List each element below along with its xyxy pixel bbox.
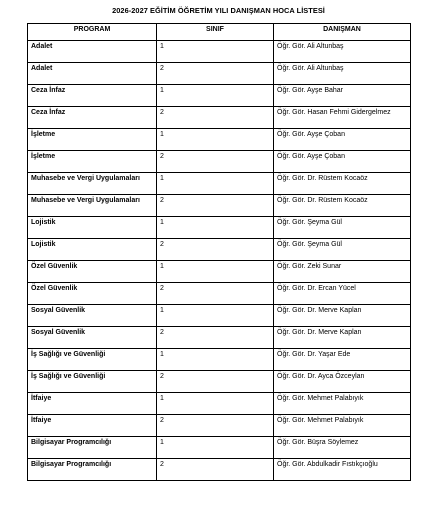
header-sinif: SINIF: [157, 24, 274, 41]
sinif-cell: 1: [157, 217, 274, 239]
table-row: [28, 217, 411, 239]
table-row: [28, 349, 411, 371]
program-cell: İtfaiye: [28, 415, 157, 437]
danisman-cell: Öğr. Gör. Mehmet Palabıyık: [274, 393, 411, 415]
program-cell: Ceza İnfaz: [28, 107, 157, 129]
table-row: [28, 41, 411, 63]
danisman-cell: Öğr. Gör. Dr. Rüstem Kocaöz: [274, 195, 411, 217]
table-row: [28, 107, 411, 129]
table-row: [28, 173, 411, 195]
danisman-cell: Öğr. Gör. Dr. Ercan Yücel: [274, 283, 411, 305]
program-cell: Muhasebe ve Vergi Uygulamaları: [28, 173, 157, 195]
table-header-row: [28, 24, 411, 41]
sinif-cell: 2: [157, 415, 274, 437]
sinif-cell: 2: [157, 283, 274, 305]
table-row: [28, 195, 411, 217]
danisman-cell: Öğr. Gör. Zeki Sunar: [274, 261, 411, 283]
table-row: [28, 371, 411, 393]
sinif-cell: 2: [157, 327, 274, 349]
danisman-cell: Öğr. Gör. Hasan Fehmi Gidergelmez: [274, 107, 411, 129]
sinif-cell: 1: [157, 393, 274, 415]
sinif-cell: 1: [157, 305, 274, 327]
table-row: [28, 151, 411, 173]
sinif-cell: 2: [157, 459, 274, 481]
program-cell: Muhasebe ve Vergi Uygulamaları: [28, 195, 157, 217]
program-cell: Bilgisayar Programcılığı: [28, 437, 157, 459]
danisman-cell: Öğr. Gör. Şeyma Gül: [274, 239, 411, 261]
table-row: [28, 393, 411, 415]
table-row: [28, 129, 411, 151]
program-cell: İşletme: [28, 151, 157, 173]
sinif-cell: 1: [157, 129, 274, 151]
program-cell: Bilgisayar Programcılığı: [28, 459, 157, 481]
danisman-cell: Öğr. Gör. Ayşe Çoban: [274, 129, 411, 151]
table-row: [28, 283, 411, 305]
sinif-cell: 2: [157, 195, 274, 217]
program-cell: Lojistik: [28, 239, 157, 261]
program-cell: Adalet: [28, 63, 157, 85]
header-program: PROGRAM: [28, 24, 157, 41]
sinif-cell: 1: [157, 349, 274, 371]
program-cell: Sosyal Güvenlik: [28, 305, 157, 327]
danisman-cell: Öğr. Gör. Dr. Merve Kaplan: [274, 327, 411, 349]
table-row: [28, 459, 411, 481]
sinif-cell: 2: [157, 63, 274, 85]
program-cell: İş Sağlığı ve Güvenliği: [28, 371, 157, 393]
danisman-cell: Öğr. Gör. Ali Altunbaş: [274, 41, 411, 63]
sinif-cell: 1: [157, 85, 274, 107]
table-row: [28, 261, 411, 283]
danisman-cell: Öğr. Gör. Dr. Ayca Özceylan: [274, 371, 411, 393]
program-cell: Ceza İnfaz: [28, 85, 157, 107]
program-cell: Özel Güvenlik: [28, 261, 157, 283]
table-row: [28, 327, 411, 349]
sinif-cell: 2: [157, 151, 274, 173]
program-cell: Özel Güvenlik: [28, 283, 157, 305]
danisman-cell: Öğr. Gör. Ali Altunbaş: [274, 63, 411, 85]
program-cell: İş Sağlığı ve Güvenliği: [28, 349, 157, 371]
table-row: [28, 85, 411, 107]
program-cell: İşletme: [28, 129, 157, 151]
sinif-cell: 1: [157, 173, 274, 195]
advisor-table: [27, 23, 411, 481]
danisman-cell: Öğr. Gör. Dr. Merve Kaplan: [274, 305, 411, 327]
program-cell: İtfaiye: [28, 393, 157, 415]
danisman-cell: Öğr. Gör. Abdulkadir Fıstıkçıoğlu: [274, 459, 411, 481]
sinif-cell: 2: [157, 371, 274, 393]
program-cell: Lojistik: [28, 217, 157, 239]
sinif-cell: 1: [157, 41, 274, 63]
sinif-cell: 1: [157, 261, 274, 283]
sinif-cell: 2: [157, 107, 274, 129]
table-row: [28, 437, 411, 459]
table-row: [28, 63, 411, 85]
danisman-cell: Öğr. Gör. Ayşe Çoban: [274, 151, 411, 173]
program-cell: Adalet: [28, 41, 157, 63]
table-row: [28, 415, 411, 437]
danisman-cell: Öğr. Gör. Dr. Rüstem Kocaöz: [274, 173, 411, 195]
sinif-cell: 1: [157, 437, 274, 459]
page-title: 2026-2027 EĞİTİM ÖĞRETİM YILI DANIŞMAN HOCA LİSTESİ: [112, 6, 325, 15]
danisman-cell: Öğr. Gör. Mehmet Palabıyık: [274, 415, 411, 437]
header-danisman: DANIŞMAN: [274, 24, 411, 41]
table-row: [28, 239, 411, 261]
danisman-cell: Öğr. Gör. Şeyma Gül: [274, 217, 411, 239]
danisman-cell: Öğr. Gör. Büşra Söylemez: [274, 437, 411, 459]
danisman-cell: Öğr. Gör. Ayşe Bahar: [274, 85, 411, 107]
danisman-cell: Öğr. Gör. Dr. Yaşar Ede: [274, 349, 411, 371]
program-cell: Sosyal Güvenlik: [28, 327, 157, 349]
sinif-cell: 2: [157, 239, 274, 261]
table-row: [28, 305, 411, 327]
